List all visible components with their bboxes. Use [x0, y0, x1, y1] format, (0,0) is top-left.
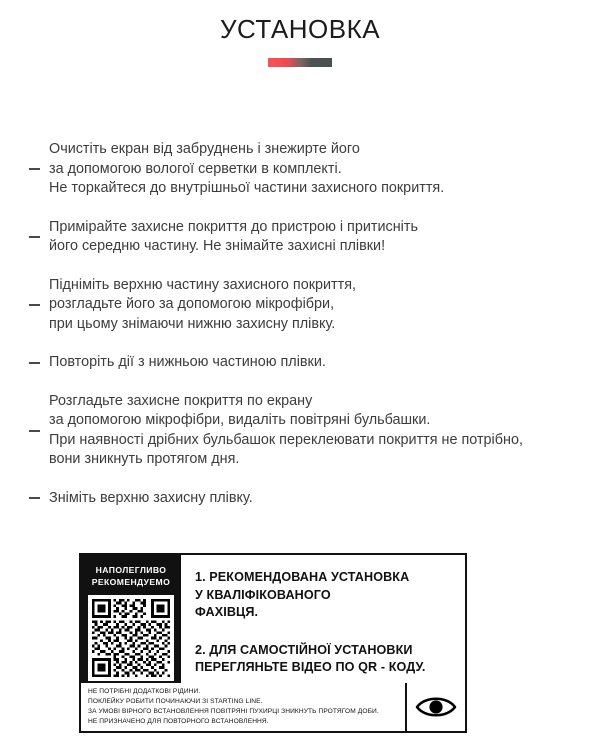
dash-bullet-icon [29, 304, 49, 306]
list-item [0, 140, 600, 199]
fine-print-line: НЕ ПРИЗНАЧЕНО ДЛЯ ПОВТОРНОГО ВСТАНОВЛЕННЯ. [88, 717, 269, 725]
step-line: Примірайте захисне покриття до пристрою і притисніть [49, 218, 418, 235]
recommendation-card [79, 553, 467, 689]
fine-print-line: ПОКЛЕЙКУ РОБИТИ ПОЧИНАЮЧИ ЗІ STARTING LINE. [88, 697, 263, 705]
step-text [49, 392, 600, 470]
list-item [0, 276, 600, 335]
dash-bullet-icon [29, 430, 49, 432]
step-line: Розгладьте захисне покриття по екрану [49, 392, 313, 409]
step-line: Зніміть верхню захисну плівку. [49, 489, 253, 506]
list-item [0, 218, 600, 257]
page-title: УСТАНОВКА [219, 14, 381, 44]
step-line: Підніміть верхню частину захисного покриття, [49, 276, 357, 293]
recommendation-line: У КВАЛІФІКОВАНОГО [195, 587, 331, 602]
recommendation-line: ПЕРЕГЛЯНЬТЕ ВІДЕО ПО QR - КОДУ. [195, 660, 426, 674]
step-line: його середню частину. Не знімайте захисні плівки! [49, 238, 386, 254]
recommendation-item-1 [195, 569, 455, 622]
step-text [49, 353, 600, 373]
badge-line-2: РЕКОМЕНДУЕМО [91, 577, 171, 587]
title-accent-bar [268, 58, 332, 67]
list-item [0, 353, 600, 373]
eye-icon [405, 683, 465, 731]
recommendation-line: ФАХІВЦЯ. [195, 605, 259, 619]
fine-print-footer [79, 683, 467, 733]
recommendation-item-2 [195, 642, 455, 677]
dash-bullet-icon [29, 497, 49, 499]
fine-print-line: ЗА УМОВІ ВІРНОГО ВСТАНОВЛЕННЯ ПОВІТРЯНІ ПУХИРЦІ ЗНИКНУТЬ ПРОТЯГОМ ДОБИ. [88, 707, 379, 715]
list-item [0, 489, 600, 509]
step-line: При наявності дрібних бульбашок переклеювати покриття не потрібно, [49, 431, 523, 448]
step-text [49, 218, 600, 257]
step-line: розгладьте його за допомогою мікрофібри, [49, 296, 335, 312]
instruction-steps-list [0, 140, 600, 527]
fine-print-line: НЕ ПОТРІБНІ ДОДАТКОВІ РІДИНИ. [88, 688, 201, 695]
recommendation-text-panel [181, 555, 465, 687]
step-line: при цьому знімаючи нижню захисну плівку. [49, 315, 336, 332]
recommendation-line: 2. ДЛЯ САМОСТІЙНОЇ УСТАНОВКИ [195, 642, 413, 657]
step-line: за допомогою мікрофібри, видаліть повітряні бульбашки. [49, 412, 431, 428]
step-text [49, 489, 600, 509]
step-line: вони зникнуть протягом дня. [49, 451, 240, 467]
dash-bullet-icon [29, 362, 49, 364]
list-item [0, 392, 600, 470]
fine-print-text [81, 683, 405, 731]
step-line: за допомогою вологої серветки в комплекті. [49, 160, 342, 177]
dash-bullet-icon [29, 236, 49, 238]
step-line: Очистіть екран від забруднень і знежирте його [49, 141, 360, 157]
qr-code-icon[interactable] [88, 595, 174, 681]
badge-line-1: НАПОЛЕГЛИВО [95, 565, 167, 575]
status-badge [90, 555, 172, 595]
step-text [49, 276, 600, 335]
qr-panel [81, 555, 181, 687]
step-line: Не торкайтеся до внутрішньої частини захисного покриття. [49, 180, 445, 196]
step-text [49, 140, 600, 199]
dash-bullet-icon [29, 168, 49, 170]
recommendation-line: 1. РЕКОМЕНДОВАНА УСТАНОВКА [195, 570, 410, 584]
step-line: Повторіть дії з нижньою частиною плівки. [49, 354, 326, 370]
